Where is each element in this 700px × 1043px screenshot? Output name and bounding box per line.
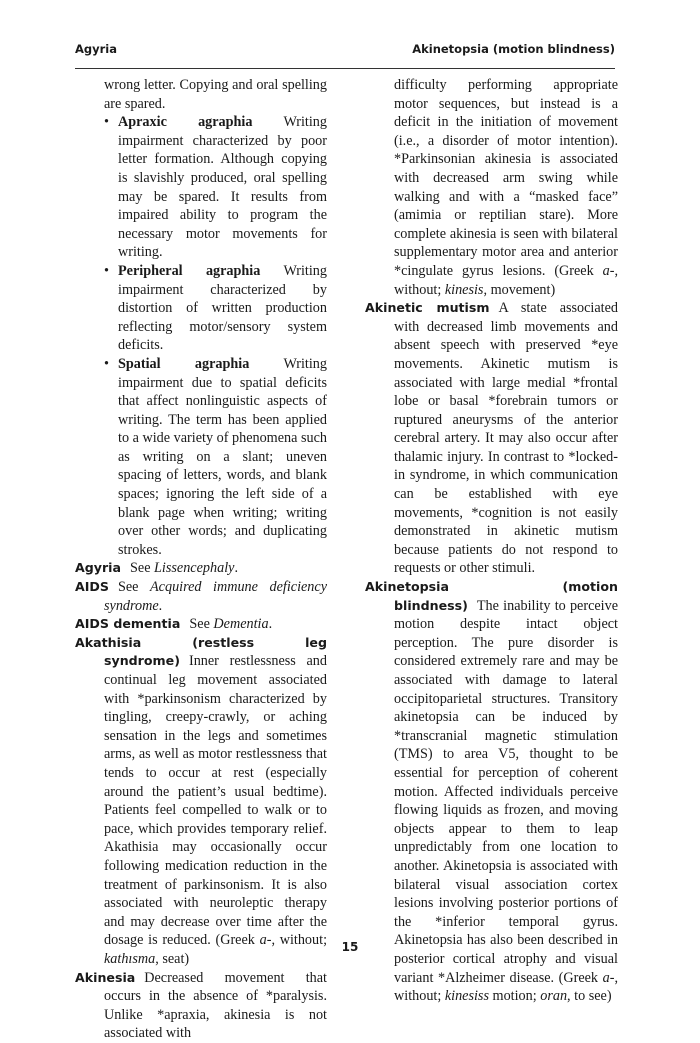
etymology-gloss: , movement) (483, 281, 556, 298)
list-item (104, 355, 327, 560)
cross-reference: Dementia (213, 616, 269, 633)
etymology-gloss: , without; (271, 932, 328, 949)
bullet-icon: • (104, 355, 109, 372)
entry-headword: AIDS (75, 579, 109, 595)
entry-definition: Inner restlessness and continual leg movement associated with *parkinsonism characterized by tingling, creepy-crawly, or aching sensation in the legs and sometimes arms, as well as motor restlessness that tends to occur at rest (especially around the patient’s usual bedtime). Patients feel compelled to walk or to pace, which provides temporary relief. Akathisia may occasionally occur following medication reduction in the treatment of parkinsonism. It is also associated with neuroleptic therapy and may decrease over time after the dosage is reduced. (Greek (104, 653, 327, 949)
etymology-term: kinesis (444, 281, 484, 298)
bullet-icon: • (104, 114, 109, 131)
left-guide-word: Agyria (75, 42, 118, 56)
see-label: See (117, 579, 139, 596)
etymology-term: oran (540, 988, 568, 1005)
subentry-text: Writing impairment characterized by distortion of written production reflecting motor/sensory system deficits. (118, 262, 327, 354)
continuation-text: wrong letter. Copying and oral spelling are spared. (104, 77, 327, 112)
see-label: See (130, 560, 151, 577)
entry-headword: Akinetopsia (motion blindness) (365, 579, 618, 613)
continuation-body: difficulty performing appropriate motor sequences, but instead is a deficit in the initiation of movement (i.e., a disorder of motor intention). *Parkinsonian akinesia is associated with decreased arm swing while walking and with a “masked face” (amimia or reptilian stare). More complete akinesia is seen with bilateral supplementary motor area and anterior *cingulate gyrus lesions. (Greek (394, 77, 618, 279)
entry-headword: Agyria (75, 560, 121, 576)
etymology-gloss: , to see) (567, 988, 612, 1005)
entry-akinesia (75, 969, 327, 1043)
left-column (75, 76, 327, 1043)
cross-reference: Lissencephaly (154, 560, 235, 577)
header-rule (75, 68, 615, 69)
etymology-gloss: , without; (394, 969, 618, 1005)
entry-definition: Decreased movement that occurs in the absence of *paralysis. Unlike *apraxia, akinesia is not associated with (104, 969, 327, 1042)
entry-headword: Akathisia (restless leg syndrome) (75, 634, 327, 669)
punctuation: . (158, 597, 163, 614)
right-guide-word: Akinetopsia (motion blindness) (412, 42, 615, 56)
entry-akinetic-mutism (365, 299, 618, 578)
list-item (104, 262, 327, 355)
entry-headword: Akinetic mutism (365, 300, 490, 316)
running-head (75, 42, 615, 62)
cross-reference: Acquired immune deficiency syndrome (104, 579, 327, 614)
entry-definition: A state associated with decreased limb movements and absent speech with preserved *eye movements. Akinetic mutism is associated with large medial *frontal lobe or basal *forebrain tumors or ruptured aneurysms of the anterior cerebral artery. It may also occur after thalamic injury. In contrast to *locked-in syndrome, in which communication can be established with eye movements, *cognition is not easily demonstrated in akinetic mutism because patients do not respond to requests or other stimuli. (394, 300, 618, 577)
etymology-term: a- (259, 932, 272, 949)
etymology-gloss: motion; (492, 988, 537, 1005)
entry-headword: Akinesia (75, 969, 136, 985)
etymology-gloss: , without; (394, 262, 618, 298)
entry-akathisia (75, 634, 327, 969)
entry-headword: AIDS dementia (75, 616, 181, 632)
see-label: See (189, 616, 210, 633)
right-column (365, 76, 618, 1006)
subentry-text: Writing impairment due to spatial deficits that affect nonlinguistic aspects of writing. The term has been applied to a wide variety of phenomena such as writing on a slant; uneven spacing of letters, words, and blank spaces; ignoring the left side of a blank page when writing; writing over other words; and duplicating strokes. (118, 355, 327, 558)
list-item (104, 113, 327, 262)
agraphia-subtypes-list (75, 113, 327, 559)
subentry-term: Apraxic agraphia (118, 114, 253, 131)
etymology-term: kinesiss (444, 988, 489, 1005)
punctuation: . (268, 616, 273, 633)
subentry-text: Writing impairment characterized by poor letter formation. Although copying is slavishly produced, oral spelling may be spared. It results from impaired ability to program the necessary motor movements for writing. (118, 114, 327, 261)
entry-definition: The inability to perceive motion despite intact object perception. The pure disorder is considered extremely rare and may be associated with damage to lateral occipitoparietal structures. Transitory akinetopsia can be induced by *transcranial magnetic stimulation (TMS) to area V5, thought to be essential for perception of coherent motion. Affected individuals perceive flowing liquids as frozen, and moving objects appear to them to leap unpredictably from one location to another. Akinetopsia is associated with bilateral visual association cortex lesions involving posterior portions of the *inferior temporal gyrus. Akinetopsia has also been described in posterior cortical atrophy and visual variant *Alzheimer disease. (Greek (394, 597, 618, 986)
etymology-term: a- (602, 969, 615, 986)
entry-agyria (75, 559, 327, 578)
entry-aids (75, 578, 327, 615)
punctuation: . (234, 560, 238, 577)
entry-aids-dementia (75, 615, 327, 634)
page-number: 15 (341, 940, 359, 954)
subentry-term: Peripheral agraphia (118, 262, 261, 279)
etymology-term: a- (602, 262, 615, 279)
subentry-term: Spatial agraphia (118, 355, 250, 372)
continuation-text (365, 76, 618, 299)
bullet-icon: • (104, 262, 109, 279)
etymology-gloss: , seat) (155, 950, 190, 967)
etymology-term: kathısma (104, 950, 156, 967)
